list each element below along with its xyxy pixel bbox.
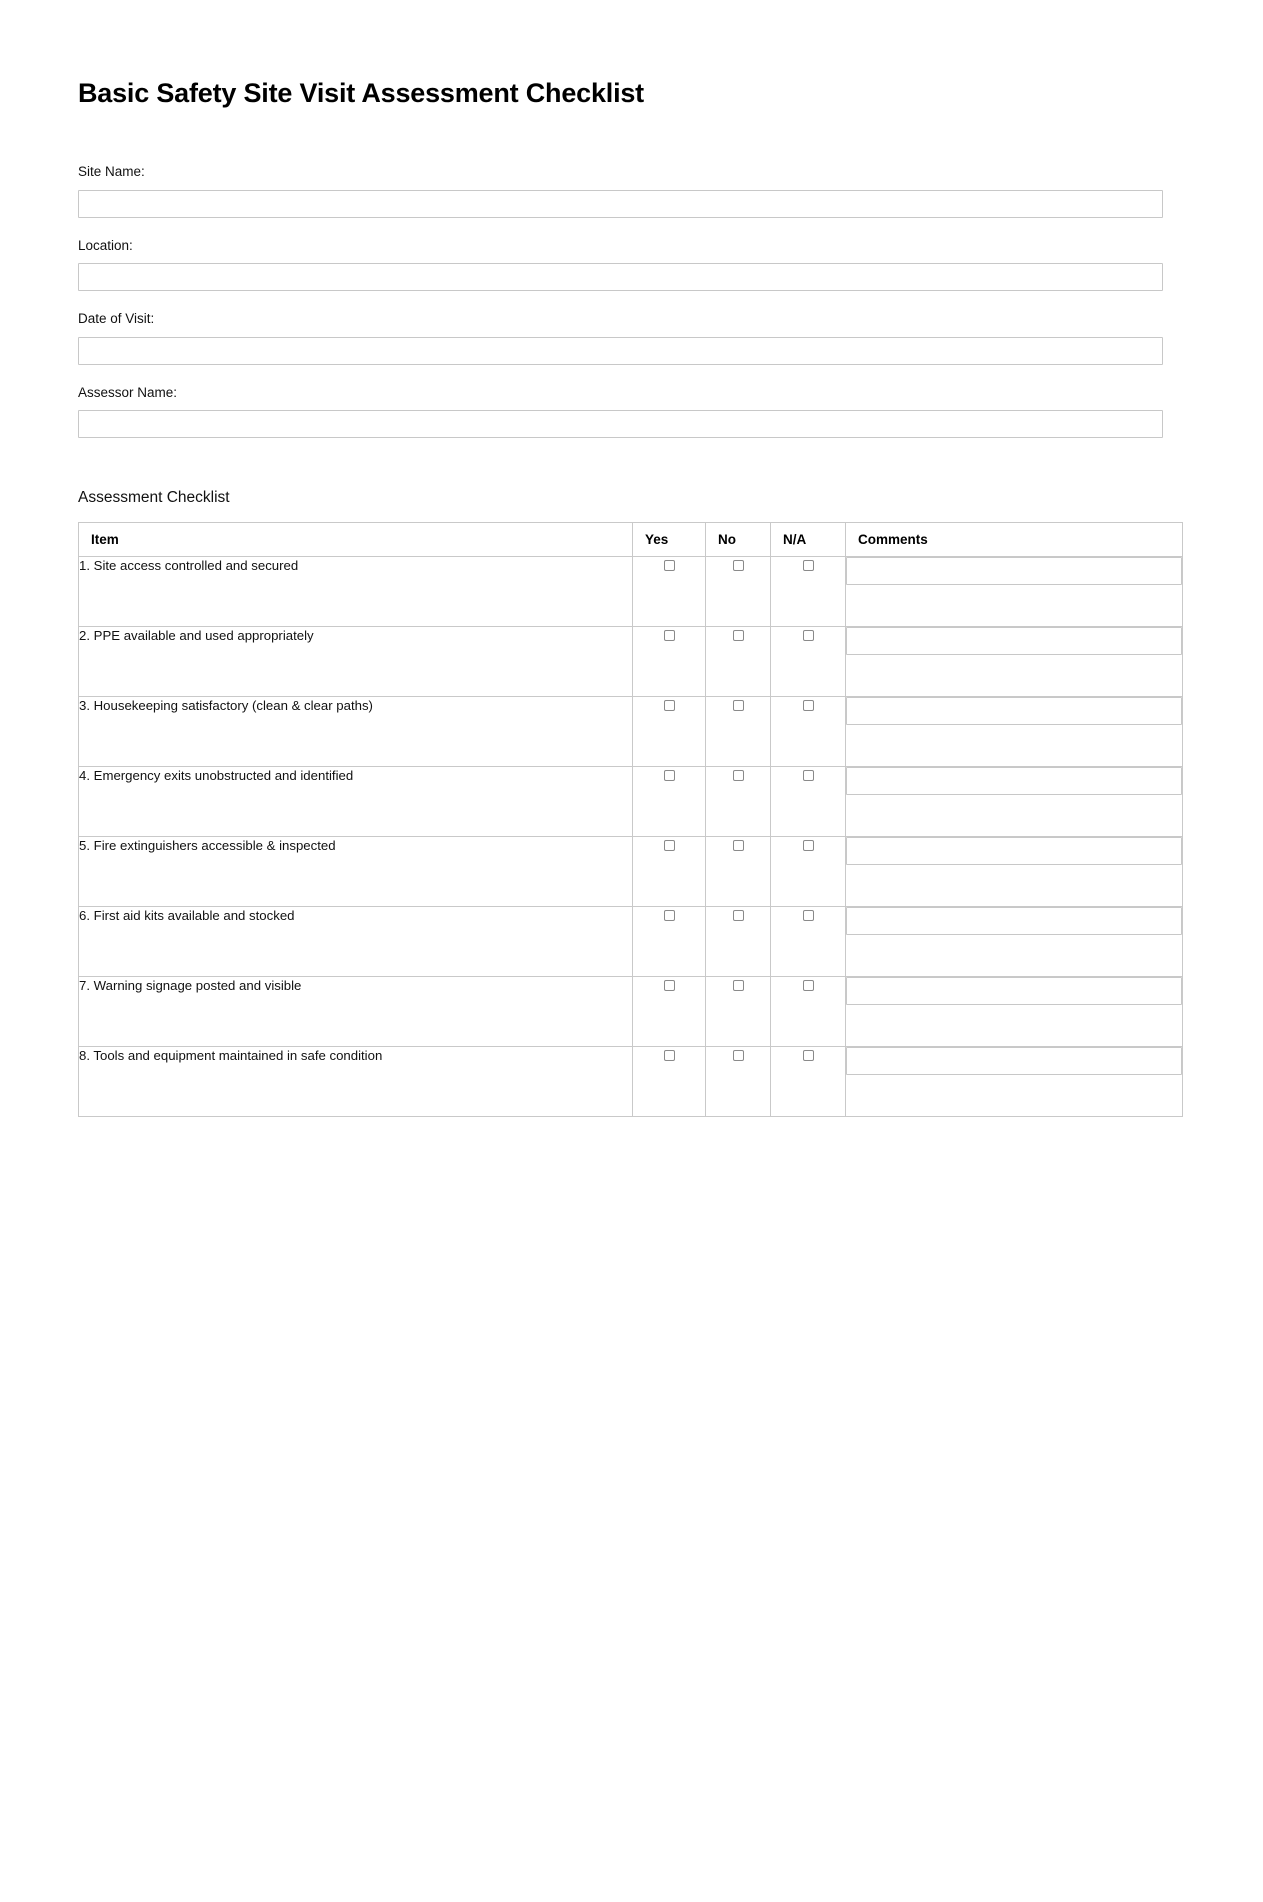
assessor-name-input[interactable] bbox=[78, 410, 1163, 438]
table-row bbox=[79, 697, 1183, 767]
checkbox-yes[interactable] bbox=[664, 770, 675, 781]
comment-cell bbox=[846, 907, 1183, 977]
checkbox-no-cell[interactable] bbox=[706, 697, 771, 767]
table-row bbox=[79, 557, 1183, 627]
checklist-item-label: 5. Fire extinguishers accessible & inspected bbox=[79, 837, 633, 907]
checkbox-yes-cell[interactable] bbox=[633, 767, 706, 837]
comment-cell bbox=[846, 977, 1183, 1047]
checkbox-yes-cell[interactable] bbox=[633, 977, 706, 1047]
comment-cell bbox=[846, 767, 1183, 837]
location-input[interactable] bbox=[78, 263, 1163, 291]
column-header-no: No bbox=[706, 523, 771, 557]
field-group-date-of-visit bbox=[78, 310, 1182, 365]
checkbox-na[interactable] bbox=[803, 840, 814, 851]
checkbox-yes[interactable] bbox=[664, 700, 675, 711]
field-group-assessor-name bbox=[78, 384, 1182, 439]
comment-cell bbox=[846, 1047, 1183, 1117]
column-header-na: N/A bbox=[771, 523, 846, 557]
comment-input[interactable] bbox=[846, 977, 1182, 1005]
checkbox-na-cell[interactable] bbox=[771, 697, 846, 767]
assessment-checklist-table bbox=[78, 522, 1183, 1117]
column-header-yes: Yes bbox=[633, 523, 706, 557]
field-group-location bbox=[78, 237, 1182, 292]
checkbox-na[interactable] bbox=[803, 770, 814, 781]
checkbox-na-cell[interactable] bbox=[771, 977, 846, 1047]
location-label: Location: bbox=[78, 237, 133, 253]
checkbox-no-cell[interactable] bbox=[706, 977, 771, 1047]
table-row bbox=[79, 767, 1183, 837]
comment-cell bbox=[846, 697, 1183, 767]
table-body bbox=[79, 557, 1183, 1117]
checklist-item-label: 3. Housekeeping satisfactory (clean & clear paths) bbox=[79, 697, 633, 767]
checkbox-na[interactable] bbox=[803, 980, 814, 991]
checkbox-no-cell[interactable] bbox=[706, 627, 771, 697]
comment-input[interactable] bbox=[846, 1047, 1182, 1075]
checkbox-no-cell[interactable] bbox=[706, 1047, 771, 1117]
checkbox-no[interactable] bbox=[733, 700, 744, 711]
checkbox-yes-cell[interactable] bbox=[633, 837, 706, 907]
checkbox-yes[interactable] bbox=[664, 910, 675, 921]
checkbox-no[interactable] bbox=[733, 840, 744, 851]
checklist-section-heading: Assessment Checklist bbox=[78, 489, 230, 507]
table-row bbox=[79, 627, 1183, 697]
checklist-item-label: 1. Site access controlled and secured bbox=[79, 557, 633, 627]
table-header bbox=[79, 523, 1183, 557]
checklist-item-label: 7. Warning signage posted and visible bbox=[79, 977, 633, 1047]
column-header-item: Item bbox=[79, 523, 633, 557]
checkbox-yes-cell[interactable] bbox=[633, 697, 706, 767]
table-row bbox=[79, 837, 1183, 907]
checklist-item-label: 2. PPE available and used appropriately bbox=[79, 627, 633, 697]
checkbox-na[interactable] bbox=[803, 910, 814, 921]
checkbox-no-cell[interactable] bbox=[706, 907, 771, 977]
comment-cell bbox=[846, 557, 1183, 627]
checkbox-na[interactable] bbox=[803, 630, 814, 641]
table-header-row bbox=[79, 523, 1183, 557]
checkbox-na-cell[interactable] bbox=[771, 557, 846, 627]
checkbox-na-cell[interactable] bbox=[771, 767, 846, 837]
table-row bbox=[79, 977, 1183, 1047]
checkbox-no[interactable] bbox=[733, 1050, 744, 1061]
checkbox-na[interactable] bbox=[803, 700, 814, 711]
checkbox-yes[interactable] bbox=[664, 630, 675, 641]
checkbox-na[interactable] bbox=[803, 560, 814, 571]
field-group-site-name bbox=[78, 163, 1182, 218]
checkbox-no[interactable] bbox=[733, 910, 744, 921]
page-title: Basic Safety Site Visit Assessment Checklist bbox=[78, 78, 644, 108]
checkbox-no[interactable] bbox=[733, 560, 744, 571]
checklist-item-label: 6. First aid kits available and stocked bbox=[79, 907, 633, 977]
checkbox-na-cell[interactable] bbox=[771, 1047, 846, 1117]
checkbox-no-cell[interactable] bbox=[706, 767, 771, 837]
checkbox-yes-cell[interactable] bbox=[633, 557, 706, 627]
comment-input[interactable] bbox=[846, 697, 1182, 725]
checklist-item-label: 8. Tools and equipment maintained in safe condition bbox=[79, 1047, 633, 1117]
date-of-visit-label: Date of Visit: bbox=[78, 311, 155, 327]
checkbox-na-cell[interactable] bbox=[771, 627, 846, 697]
date-of-visit-input[interactable] bbox=[78, 337, 1163, 365]
comment-input[interactable] bbox=[846, 627, 1182, 655]
assessor-name-label: Assessor Name: bbox=[78, 384, 178, 400]
table-row bbox=[79, 907, 1183, 977]
checkbox-no-cell[interactable] bbox=[706, 557, 771, 627]
checkbox-no-cell[interactable] bbox=[706, 837, 771, 907]
checkbox-na[interactable] bbox=[803, 1050, 814, 1061]
column-header-comments: Comments bbox=[846, 523, 1183, 557]
site-name-label: Site Name: bbox=[78, 164, 145, 180]
table-row bbox=[79, 1047, 1183, 1117]
checkbox-na-cell[interactable] bbox=[771, 907, 846, 977]
checkbox-yes[interactable] bbox=[664, 560, 675, 571]
checkbox-yes-cell[interactable] bbox=[633, 907, 706, 977]
checkbox-na-cell[interactable] bbox=[771, 837, 846, 907]
comment-input[interactable] bbox=[846, 907, 1182, 935]
checkbox-yes[interactable] bbox=[664, 840, 675, 851]
checkbox-yes-cell[interactable] bbox=[633, 627, 706, 697]
comment-input[interactable] bbox=[846, 767, 1182, 795]
comment-cell bbox=[846, 627, 1183, 697]
checkbox-yes[interactable] bbox=[664, 980, 675, 991]
checkbox-yes[interactable] bbox=[664, 1050, 675, 1061]
comment-input[interactable] bbox=[846, 837, 1182, 865]
checkbox-no[interactable] bbox=[733, 980, 744, 991]
comment-input[interactable] bbox=[846, 557, 1182, 585]
site-name-input[interactable] bbox=[78, 190, 1163, 218]
checkbox-no[interactable] bbox=[733, 630, 744, 641]
site-info-form bbox=[78, 163, 1182, 438]
checkbox-yes-cell[interactable] bbox=[633, 1047, 706, 1117]
checklist-item-label: 4. Emergency exits unobstructed and identified bbox=[79, 767, 633, 837]
comment-cell bbox=[846, 837, 1183, 907]
checkbox-no[interactable] bbox=[733, 770, 744, 781]
